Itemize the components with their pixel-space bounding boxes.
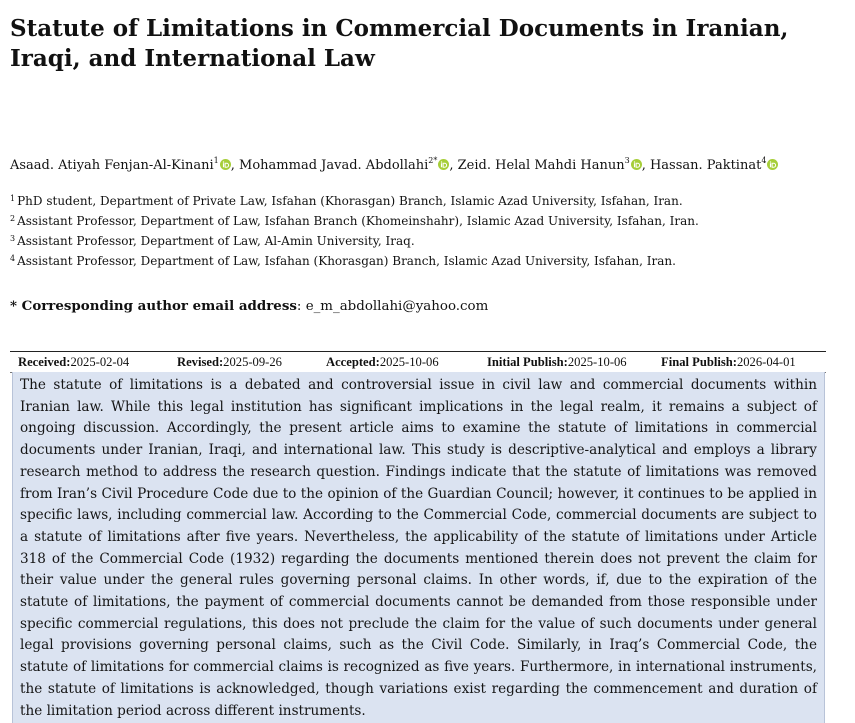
affiliation-sup: 4 <box>10 254 16 263</box>
corresponding-author <box>10 297 488 316</box>
author-name: Mohammad Javad. Abdollahi <box>239 158 429 173</box>
abstract-text: The statute of limitations is a debated and controversial issue in civil law and commercial documents within Iranian law. While this legal institution has significant implications in the legal realm, it remains a subject of ongoing discussion. Accordingly, the present article aims to examine the statute of limitations in commercial documents under Iranian, Iraqi, and international law. This study is descriptive-analytical and employs a library research method to address the research question. Findings indicate that the statute of limitations was removed from Iran’s Civil Procedure Code due to the opinion of the Guardian Council; however, it continues to be applied in specific laws, including commercial law. According to the Commercial Code, commercial documents are subject to a statute of limitations after five years. Nevertheless, the applicability of the statute of limitations under Article 318 of the Commercial Code (1932) regarding the documents mentioned therein does not prevent the claim for their value under the general rules governing personal claims. In other words, if, due to the expiration of the statute of limitations, the payment of commercial documents cannot be demanded from those responsible under specific commercial regulations, this does not preclude the claim for the value of such documents under general legal provisions governing personal claims, such as the Civil Code. Similarly, in Iraq’s Commercial Code, the statute of limitations for commercial claims is recognized as five years. Furthermore, in international instruments, the statute of limitations is acknowledged, though variations exist regarding the commencement and duration of the limitation period across different instruments. <box>20 377 817 719</box>
accepted-value: 2025-10-06 <box>379 355 439 369</box>
revised-date <box>177 352 282 372</box>
initial-publish-value: 2025-10-06 <box>567 355 627 369</box>
author-name: Zeid. Helal Mahdi Hanun <box>457 158 625 173</box>
paper-title: Statute of Limitations in Commercial Documents in Iranian, Iraqi, and International Law <box>10 15 789 72</box>
accepted-date <box>326 352 439 372</box>
author-separator: , <box>641 158 646 173</box>
author-affil-sup: 4 <box>761 156 767 165</box>
corresponding-email[interactable]: e_m_abdollahi@yahoo.com <box>305 299 489 314</box>
affiliation-text: Assistant Professor, Department of Law, Isfahan Branch (Khomeinshahr), Islamic Azad University, Isfahan, Iran. <box>17 214 699 228</box>
final-publish-date <box>661 352 796 372</box>
author-affil-sup: 1 <box>213 156 219 165</box>
accepted-label: Accepted: <box>326 355 380 369</box>
orcid-icon[interactable] <box>438 159 449 170</box>
orcid-icon[interactable] <box>631 159 642 170</box>
author-separator: , <box>230 158 235 173</box>
author-name: Hassan. Paktinat <box>649 158 762 173</box>
affiliation-sup: 2 <box>10 214 16 223</box>
received-value: 2025-02-04 <box>70 355 130 369</box>
affiliation-list <box>10 190 850 270</box>
author-separator: , <box>449 158 454 173</box>
corresponding-colon: : <box>296 299 302 314</box>
author-4 <box>650 158 778 173</box>
affiliation-2 <box>10 210 850 230</box>
affiliation-3 <box>10 230 850 250</box>
affiliation-text: Assistant Professor, Department of Law, Isfahan (Khorasgan) Branch, Islamic Azad University, Isfahan, Iran. <box>17 254 676 268</box>
abstract-box <box>12 372 825 723</box>
corresponding-label: * Corresponding author email address <box>10 298 297 314</box>
received-date <box>18 352 130 372</box>
affiliation-sup: 1 <box>10 194 16 203</box>
initial-publish-date <box>487 352 627 372</box>
affiliation-text: Assistant Professor, Department of Law, Al-Amin University, Iraq. <box>17 234 415 248</box>
author-1 <box>10 158 231 173</box>
affiliation-sup: 3 <box>10 234 16 243</box>
affiliation-4 <box>10 250 850 270</box>
author-3 <box>458 158 642 173</box>
final-publish-value: 2026-04-01 <box>736 355 796 369</box>
orcid-icon[interactable] <box>220 159 231 170</box>
author-name: Asaad. Atiyah Fenjan-Al-Kinani <box>10 158 214 173</box>
final-publish-label: Final Publish: <box>661 355 737 369</box>
publication-dates <box>10 351 826 373</box>
affiliation-text: PhD student, Department of Private Law, Isfahan (Khorasgan) Branch, Islamic Azad University, Isfahan, Iran. <box>17 194 683 208</box>
revised-label: Revised: <box>177 355 224 369</box>
received-label: Received: <box>18 355 71 369</box>
revised-value: 2025-09-26 <box>223 355 282 369</box>
affiliation-1 <box>10 190 850 210</box>
initial-publish-label: Initial Publish: <box>487 355 568 369</box>
author-affil-sup: 3 <box>624 156 630 165</box>
orcid-icon[interactable] <box>767 159 778 170</box>
author-list <box>10 151 850 176</box>
author-affil-sup: 2* <box>428 156 438 165</box>
author-2 <box>239 158 449 173</box>
